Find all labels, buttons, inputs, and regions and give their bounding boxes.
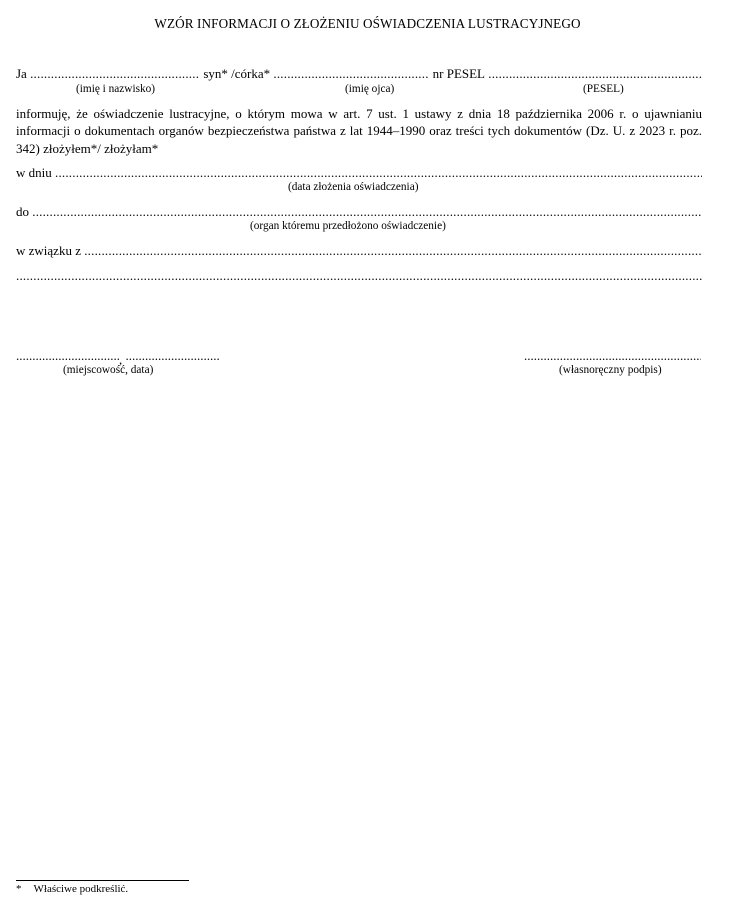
date-label: w dniu	[16, 165, 52, 180]
personal-data-line	[16, 66, 702, 82]
reason-continuation-field[interactable]	[16, 268, 702, 284]
organ-label: do	[16, 204, 29, 219]
footnote-separator	[16, 880, 189, 881]
place-date-field[interactable]: ....., .....	[16, 348, 220, 368]
ja-label: Ja	[16, 66, 27, 81]
reason-label: w związku z	[16, 243, 81, 258]
reason-line	[16, 243, 702, 259]
footnote	[16, 883, 128, 895]
father-name-field[interactable]	[273, 66, 429, 82]
caption-place-date: (miejscowość, data)	[63, 364, 154, 376]
footnote-text: Właściwe podkreślić.	[33, 883, 129, 895]
date-field[interactable]	[55, 165, 702, 181]
son-daughter-label: syn* /córka*	[203, 66, 271, 81]
caption-pesel: (PESEL)	[583, 83, 624, 95]
pesel-label: nr PESEL	[432, 66, 486, 81]
organ-line	[16, 204, 702, 220]
caption-organ: (organ któremu przedłożono oświadczenie)	[250, 220, 446, 232]
date-line	[16, 165, 702, 181]
footnote-mark: *	[16, 883, 22, 895]
organ-field[interactable]	[32, 204, 702, 220]
page-title: WZÓR INFORMACJI O ZŁOŻENIU OŚWIADCZENIA LUSTRACYJNEGO	[154, 16, 581, 31]
declaration-paragraph: informuję, że oświadczenie lustracyjne, o którym mowa w art. 7 ust. 1 ustawy z dnia 18 października 2006 r. o ujawnianiu informacji o dokumentach organów bezpieczeństwa państwa z lat 1944–1990 oraz treści tych dokumentów (Dz. U. z 2023 r. poz. 342) złożyłem*/ złożyłam*	[16, 106, 702, 156]
pesel-field[interactable]	[488, 66, 702, 82]
caption-name: (imię i nazwisko)	[76, 83, 156, 95]
reason-field[interactable]	[84, 243, 702, 259]
caption-signature: (własnoręczny podpis)	[559, 364, 662, 376]
reason-continuation-line	[16, 268, 702, 284]
name-field[interactable]	[30, 66, 200, 82]
caption-father: (imię ojca)	[345, 83, 395, 95]
caption-date: (data złożenia oświadczenia)	[288, 181, 419, 193]
